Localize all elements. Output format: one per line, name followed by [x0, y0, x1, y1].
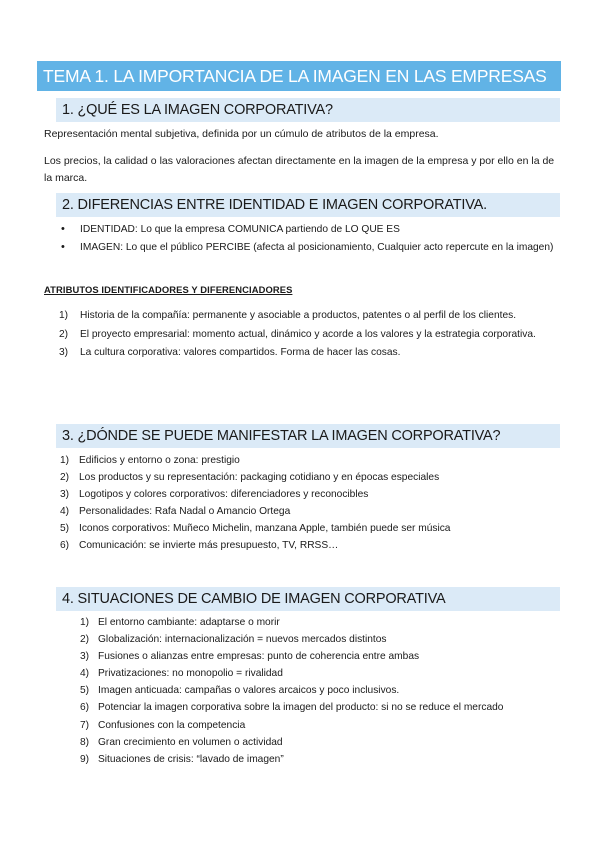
list-item	[60, 503, 560, 520]
bullet-item-identidad: • IDENTIDAD: Lo que la empresa COMUNICA partiendo de LO QUE ES	[44, 221, 564, 239]
list-number: 7)	[80, 719, 90, 731]
list-item-text: Fusiones o alianzas entre empresas: punto de coherencia entre ambas	[98, 651, 420, 663]
list-number: 4)	[80, 668, 90, 680]
list-number: 6)	[60, 540, 70, 551]
list-number: 1)	[59, 310, 69, 321]
list-item-text: Situaciones de crisis: “lavado de imagen”	[98, 753, 284, 765]
list-item	[59, 307, 558, 325]
list-item	[80, 682, 560, 699]
section-1-heading: 1. ¿QUÉ ES LA IMAGEN CORPORATIVA?	[56, 98, 560, 122]
section-2-heading: 2. DIFERENCIAS ENTRE IDENTIDAD E IMAGEN CORPORATIVA.	[56, 193, 560, 217]
list-item-text: Imagen anticuada: campañas o valores arcaicos y poco inclusivos.	[98, 685, 400, 697]
list-item-text: La cultura corporativa: valores compartidos. Forma de hacer las cosas.	[80, 347, 401, 358]
list-number: 3)	[80, 651, 90, 663]
list-number: 5)	[60, 523, 70, 534]
list-item	[80, 717, 560, 734]
list-item-text: Comunicación: se invierte más presupuesto, TV, RRSS…	[79, 540, 339, 551]
list-item	[60, 537, 560, 554]
section-1-paragraph-2: Los precios, la calidad o las valoraciones afectan directamente en la imagen de la empresa y por ello en la de la marca.	[44, 155, 555, 184]
list-item	[80, 665, 560, 682]
list-item-text: Personalidades: Rafa Nadal o Amancio Ortega	[79, 506, 291, 517]
list-item-text: Confusiones con la competencia	[98, 719, 246, 731]
list-number: 8)	[80, 736, 90, 748]
list-item	[80, 614, 560, 631]
list-number: 2)	[80, 634, 90, 646]
image-change-list	[80, 614, 560, 768]
list-item	[59, 326, 558, 344]
list-item-text: Iconos corporativos: Muñeco Michelin, manzana Apple, también puede ser música	[79, 523, 451, 534]
manifestation-list	[60, 452, 560, 554]
list-item	[59, 344, 558, 362]
document-title: TEMA 1. LA IMPORTANCIA DE LA IMAGEN EN LAS EMPRESAS	[37, 61, 561, 91]
list-number: 3)	[59, 347, 69, 358]
list-number: 1)	[60, 455, 70, 466]
list-number: 4)	[60, 506, 70, 517]
list-item	[80, 631, 560, 648]
list-number: 3)	[60, 489, 70, 500]
list-item-text: El proyecto empresarial: momento actual, dinámico y acorde a los valores y la estrategia corporativa.	[80, 328, 536, 340]
list-item	[60, 469, 560, 486]
list-item-text: Historia de la compañía: permanente y asociable a productos, patentes o al perfil de los clientes.	[80, 310, 517, 321]
list-number: 1)	[80, 617, 90, 628]
section-3-heading: 3. ¿DÓNDE SE PUEDE MANIFESTAR LA IMAGEN CORPORATIVA?	[56, 424, 560, 448]
list-item	[60, 520, 560, 537]
list-item-text: El entorno cambiante: adaptarse o morir	[98, 617, 280, 628]
list-number: 6)	[80, 702, 90, 714]
bullet-item-imagen: • IMAGEN: Lo que el público PERCIBE (afecta al posicionamiento, Cualquier acto repercute en la imagen)	[44, 239, 564, 257]
list-number: 9)	[80, 753, 90, 765]
list-number: 2)	[60, 472, 70, 483]
identity-image-bullet-list	[44, 221, 564, 256]
list-item-text: Privatizaciones: no monopolio = rivalidad	[98, 668, 283, 680]
list-item	[80, 734, 560, 751]
list-item-text: Gran crecimiento en volumen o actividad	[98, 736, 283, 748]
list-item	[80, 751, 560, 768]
section-1-paragraph-1: Representación mental subjetiva, definida por un cúmulo de atributos de la empresa.	[44, 128, 439, 140]
list-number: 2)	[59, 328, 69, 340]
list-item	[60, 486, 560, 503]
list-item-text: Logotipos y colores corporativos: diferenciadores y reconocibles	[79, 489, 369, 500]
list-item	[80, 648, 560, 665]
list-item	[80, 699, 560, 716]
list-number: 5)	[80, 685, 90, 697]
attributes-list	[59, 307, 558, 363]
list-item	[60, 452, 560, 469]
attributes-subheading: ATRIBUTOS IDENTIFICADORES Y DIFERENCIADORES	[44, 284, 293, 295]
section-4-heading: 4. SITUACIONES DE CAMBIO DE IMAGEN CORPORATIVA	[56, 587, 560, 611]
list-item-text: Potenciar la imagen corporativa sobre la imagen del producto: si no se reduce el mercado	[98, 702, 504, 714]
list-item-text: Edificios y entorno o zona: prestigio	[79, 455, 240, 466]
list-item-text: Los productos y su representación: packaging cotidiano y en épocas especiales	[79, 472, 440, 483]
list-item-text: Globalización: internacionalización = nuevos mercados distintos	[98, 634, 387, 646]
